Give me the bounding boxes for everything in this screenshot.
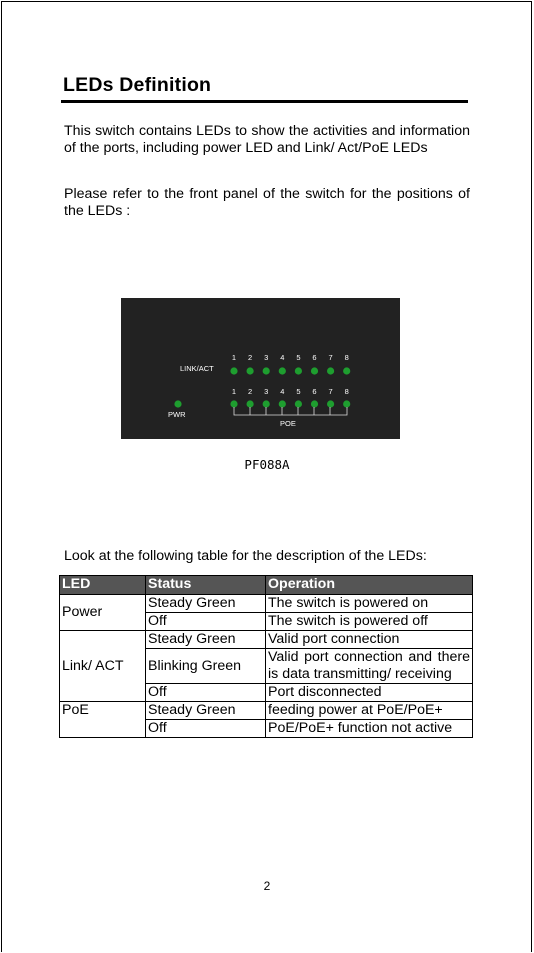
operation-cell: Valid port connection and there is data transmitting/ receiving [266,649,473,684]
status-cell: Off [146,720,266,738]
port-led [230,367,237,374]
led-name-cell: Link/ ACT [60,631,146,702]
port-number: 2 [248,353,253,362]
port-led [247,400,254,407]
port-led [343,367,350,374]
port-number: 2 [248,387,253,396]
status-cell: Blinking Green [146,649,266,684]
port-led [311,367,318,374]
port-number: 5 [296,387,301,396]
operation-cell: The switch is powered off [266,613,473,631]
refer-paragraph: Please refer to the front panel of the switch for the positions of the LEDs : [64,186,470,219]
front-panel-image [121,298,400,439]
operation-cell: feeding power at PoE/PoE+ [266,702,473,720]
header-operation: Operation [266,576,473,595]
port-number: 8 [344,353,349,362]
status-cell: Steady Green [146,631,266,649]
port-led [247,367,254,374]
table-row [60,595,473,613]
link-act-label: LINK/ACT [180,364,214,373]
table-header-row [60,576,473,595]
poe-port-numbers [232,387,349,396]
port-number: 6 [312,353,317,362]
operation-cell: Valid port connection [266,631,473,649]
port-led [295,400,302,407]
port-number: 1 [231,353,237,362]
pwr-label: PWR [168,410,186,419]
front-panel-drawing [121,298,400,439]
port-number: 7 [328,387,333,396]
port-led [343,400,350,407]
table-intro: Look at the following table for the description of the LEDs: [64,548,427,564]
header-led: LED [60,576,146,595]
port-led [279,367,286,374]
port-led [327,400,334,407]
port-led [263,367,270,374]
port-number: 1 [231,387,237,396]
port-led [263,400,270,407]
status-cell: Steady Green [146,595,266,613]
header-status: Status [146,576,266,595]
poe-leds [230,400,350,407]
port-number: 8 [344,387,349,396]
table-row [60,702,473,720]
page-number: 2 [263,879,271,893]
port-number: 4 [280,353,285,362]
section-title: LEDs Definition [63,74,212,96]
port-number: 3 [264,387,269,396]
operation-cell: PoE/PoE+ function not active [266,720,473,738]
led-name-cell: Power [60,595,146,631]
status-cell: Off [146,684,266,702]
port-led [279,400,286,407]
status-cell: Off [146,613,266,631]
pwr-led [174,400,181,407]
port-number: 4 [280,387,285,396]
port-number: 7 [328,353,333,362]
model-caption: PF088A [244,457,290,472]
port-number: 3 [264,353,269,362]
led-name-cell: PoE [60,702,146,738]
link-port-numbers [232,353,349,362]
port-led [327,367,334,374]
intro-paragraph: This switch contains LEDs to show the activities and information of the ports, including power LED and Link/ Act/PoE LEDs [64,123,470,156]
poe-bracket [234,407,347,415]
port-number: 6 [312,387,317,396]
port-number: 5 [296,353,301,362]
operation-cell: The switch is powered on [266,595,473,613]
poe-label: POE [280,419,296,428]
status-cell: Steady Green [146,702,266,720]
link-leds [230,367,350,374]
table-row [60,631,473,649]
port-led [295,367,302,374]
title-underline [61,100,468,103]
led-table [59,575,473,738]
port-led [311,400,318,407]
port-led [230,400,237,407]
operation-cell: Port disconnected [266,684,473,702]
